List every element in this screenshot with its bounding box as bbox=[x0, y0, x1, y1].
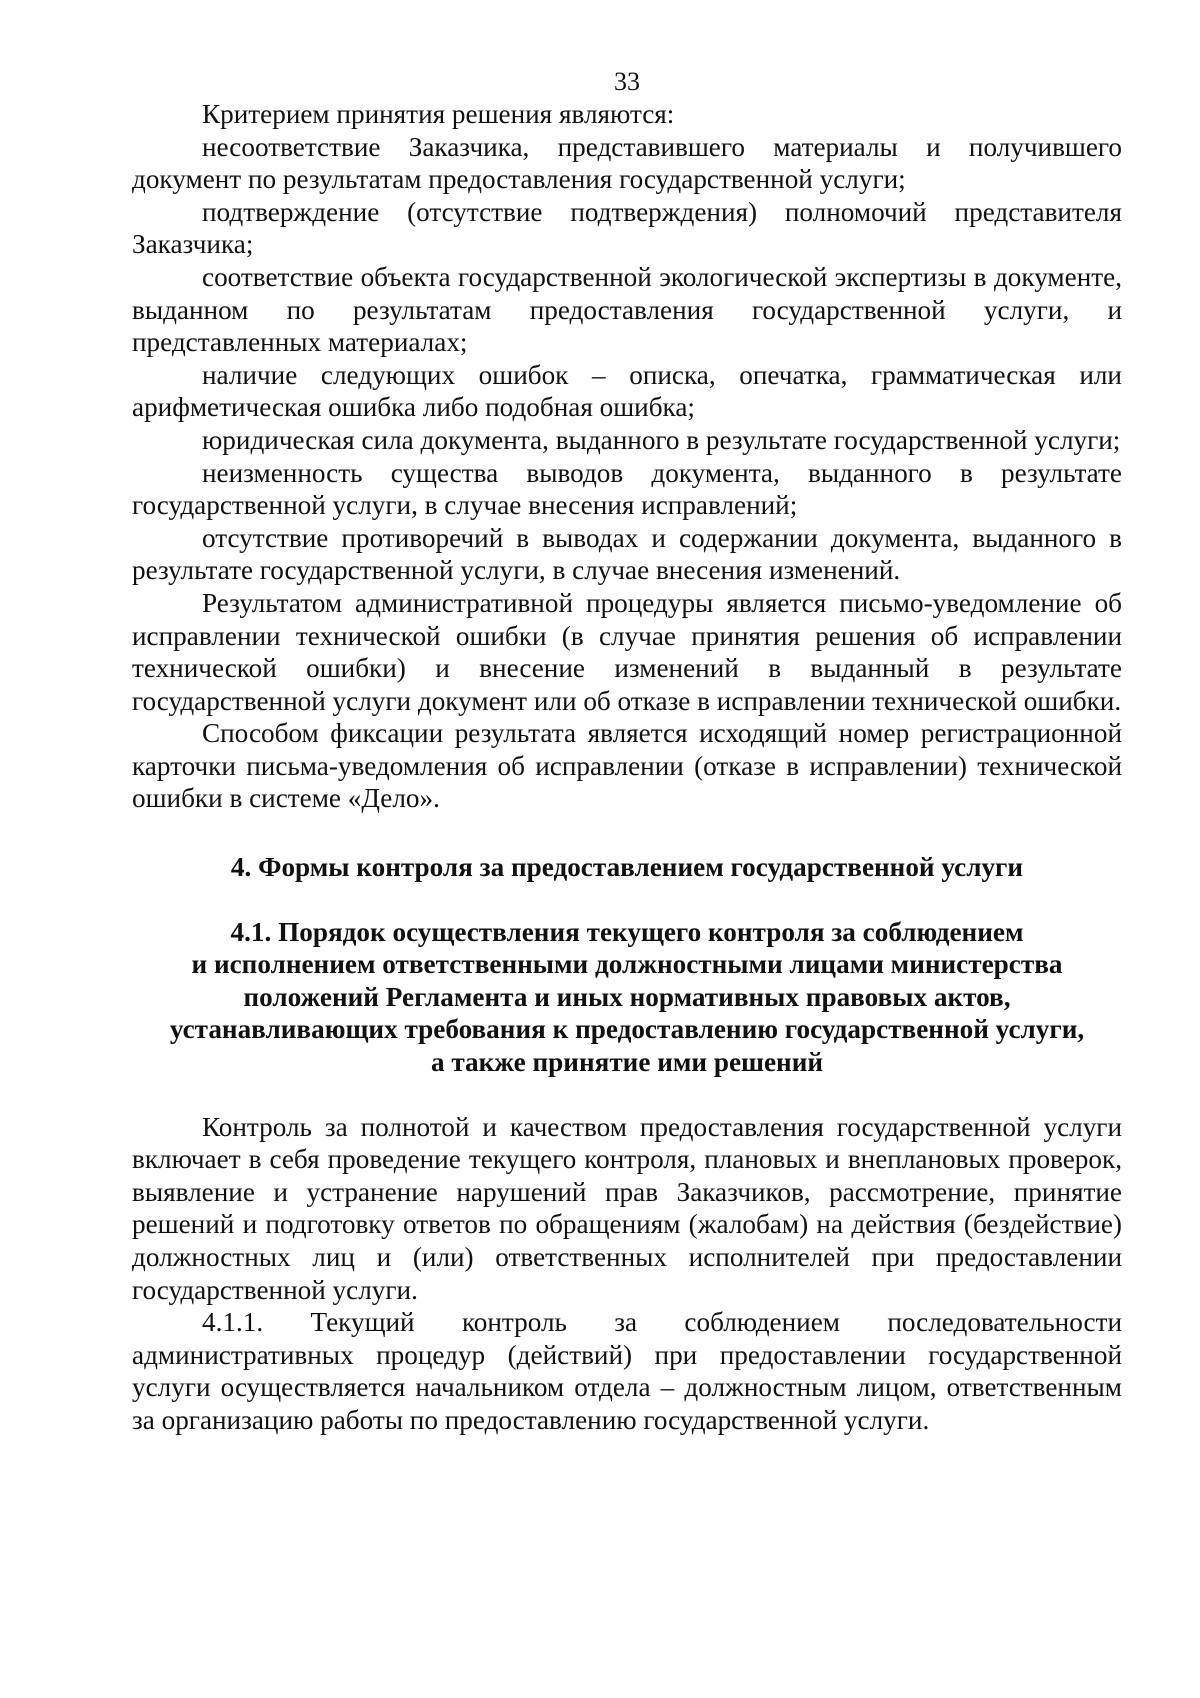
section-4-1-heading-line: и исполнением ответственными должностными лицами министерства bbox=[191, 949, 1063, 980]
paragraph: подтверждение (отсутствие подтверждения) полномочий представителя Заказчика; bbox=[132, 196, 1122, 260]
section-4-1-heading bbox=[132, 916, 1122, 1079]
section-4-heading: 4. Формы контроля за предоставлением государственной услуги bbox=[230, 852, 1024, 883]
paragraph: Результатом административной процедуры является письмо-уведомление об исправлении технической ошибки (в случае принятия решения об исправлении технической ошибки) и внесение изменений в выданный в результате государственной услуги документ или об отказе в исправлении технической ошибки. bbox=[132, 587, 1122, 716]
section-4-1-heading-line: 4.1. Порядок осуществления текущего контроля за соблюдением bbox=[230, 916, 1024, 947]
paragraph: наличие следующих ошибок – описка, опечатка, грамматическая или арифметическая ошибка либо подобная ошибка; bbox=[132, 359, 1122, 423]
page-number: 33 bbox=[614, 67, 640, 96]
section-4-1-heading-line: положений Регламента и иных нормативных правовых актов, bbox=[243, 981, 1011, 1012]
paragraph: несоответствие Заказчика, представившего материалы и получившего документ по результатам предоставления государственной услуги; bbox=[132, 131, 1122, 195]
paragraph: соответствие объекта государственной экологической экспертизы в документе, выданном по результатам предоставления государственной услуги, и представленных материалах; bbox=[132, 261, 1122, 358]
section-4-1-heading-line: устанавливающих требования к предоставлению государственной услуги, bbox=[169, 1014, 1085, 1045]
document-page bbox=[132, 66, 1122, 1437]
paragraph: неизменность существа выводов документа, выданного в результате государственной услуги, в случае внесения исправлений; bbox=[132, 457, 1122, 521]
paragraph: 4.1.1. Текущий контроль за соблюдением последовательности административных процедур (действий) при предоставлении государственной услуги осуществляется начальником отдела – должностным лицом, ответственным за организацию работы по предоставлению государственной услуги. bbox=[132, 1307, 1122, 1435]
spacer bbox=[132, 1079, 1122, 1111]
paragraph: отсутствие противоречий в выводах и содержании документа, выданного в результате государственной услуги, в случае внесения изменений. bbox=[132, 522, 1122, 586]
paragraph: Критерием принятия решения являются: bbox=[202, 99, 675, 129]
paragraph: юридическая сила документа, выданного в результате государственной услуги; bbox=[202, 424, 1121, 455]
section-4-1-heading-line: а также принятие ими решений bbox=[430, 1047, 824, 1078]
paragraph: Контроль за полнотой и качеством предоставления государственной услуги включает в себя проведение текущего контроля, плановых и внеплановых проверок, выявление и устранение нарушений прав Заказчиков, рассмотрение, принятие решений и подготовку ответов по обращениям (жалобам) на действия (бездействие) должностных лиц и (или) ответственных исполнителей при предоставлении государственной услуги. bbox=[132, 1111, 1122, 1305]
paragraph: Способом фиксации результата является исходящий номер регистрационной карточки письма-уведомления об исправлении (отказе в исправлении) технической ошибки в системе «Дело». bbox=[132, 718, 1122, 814]
